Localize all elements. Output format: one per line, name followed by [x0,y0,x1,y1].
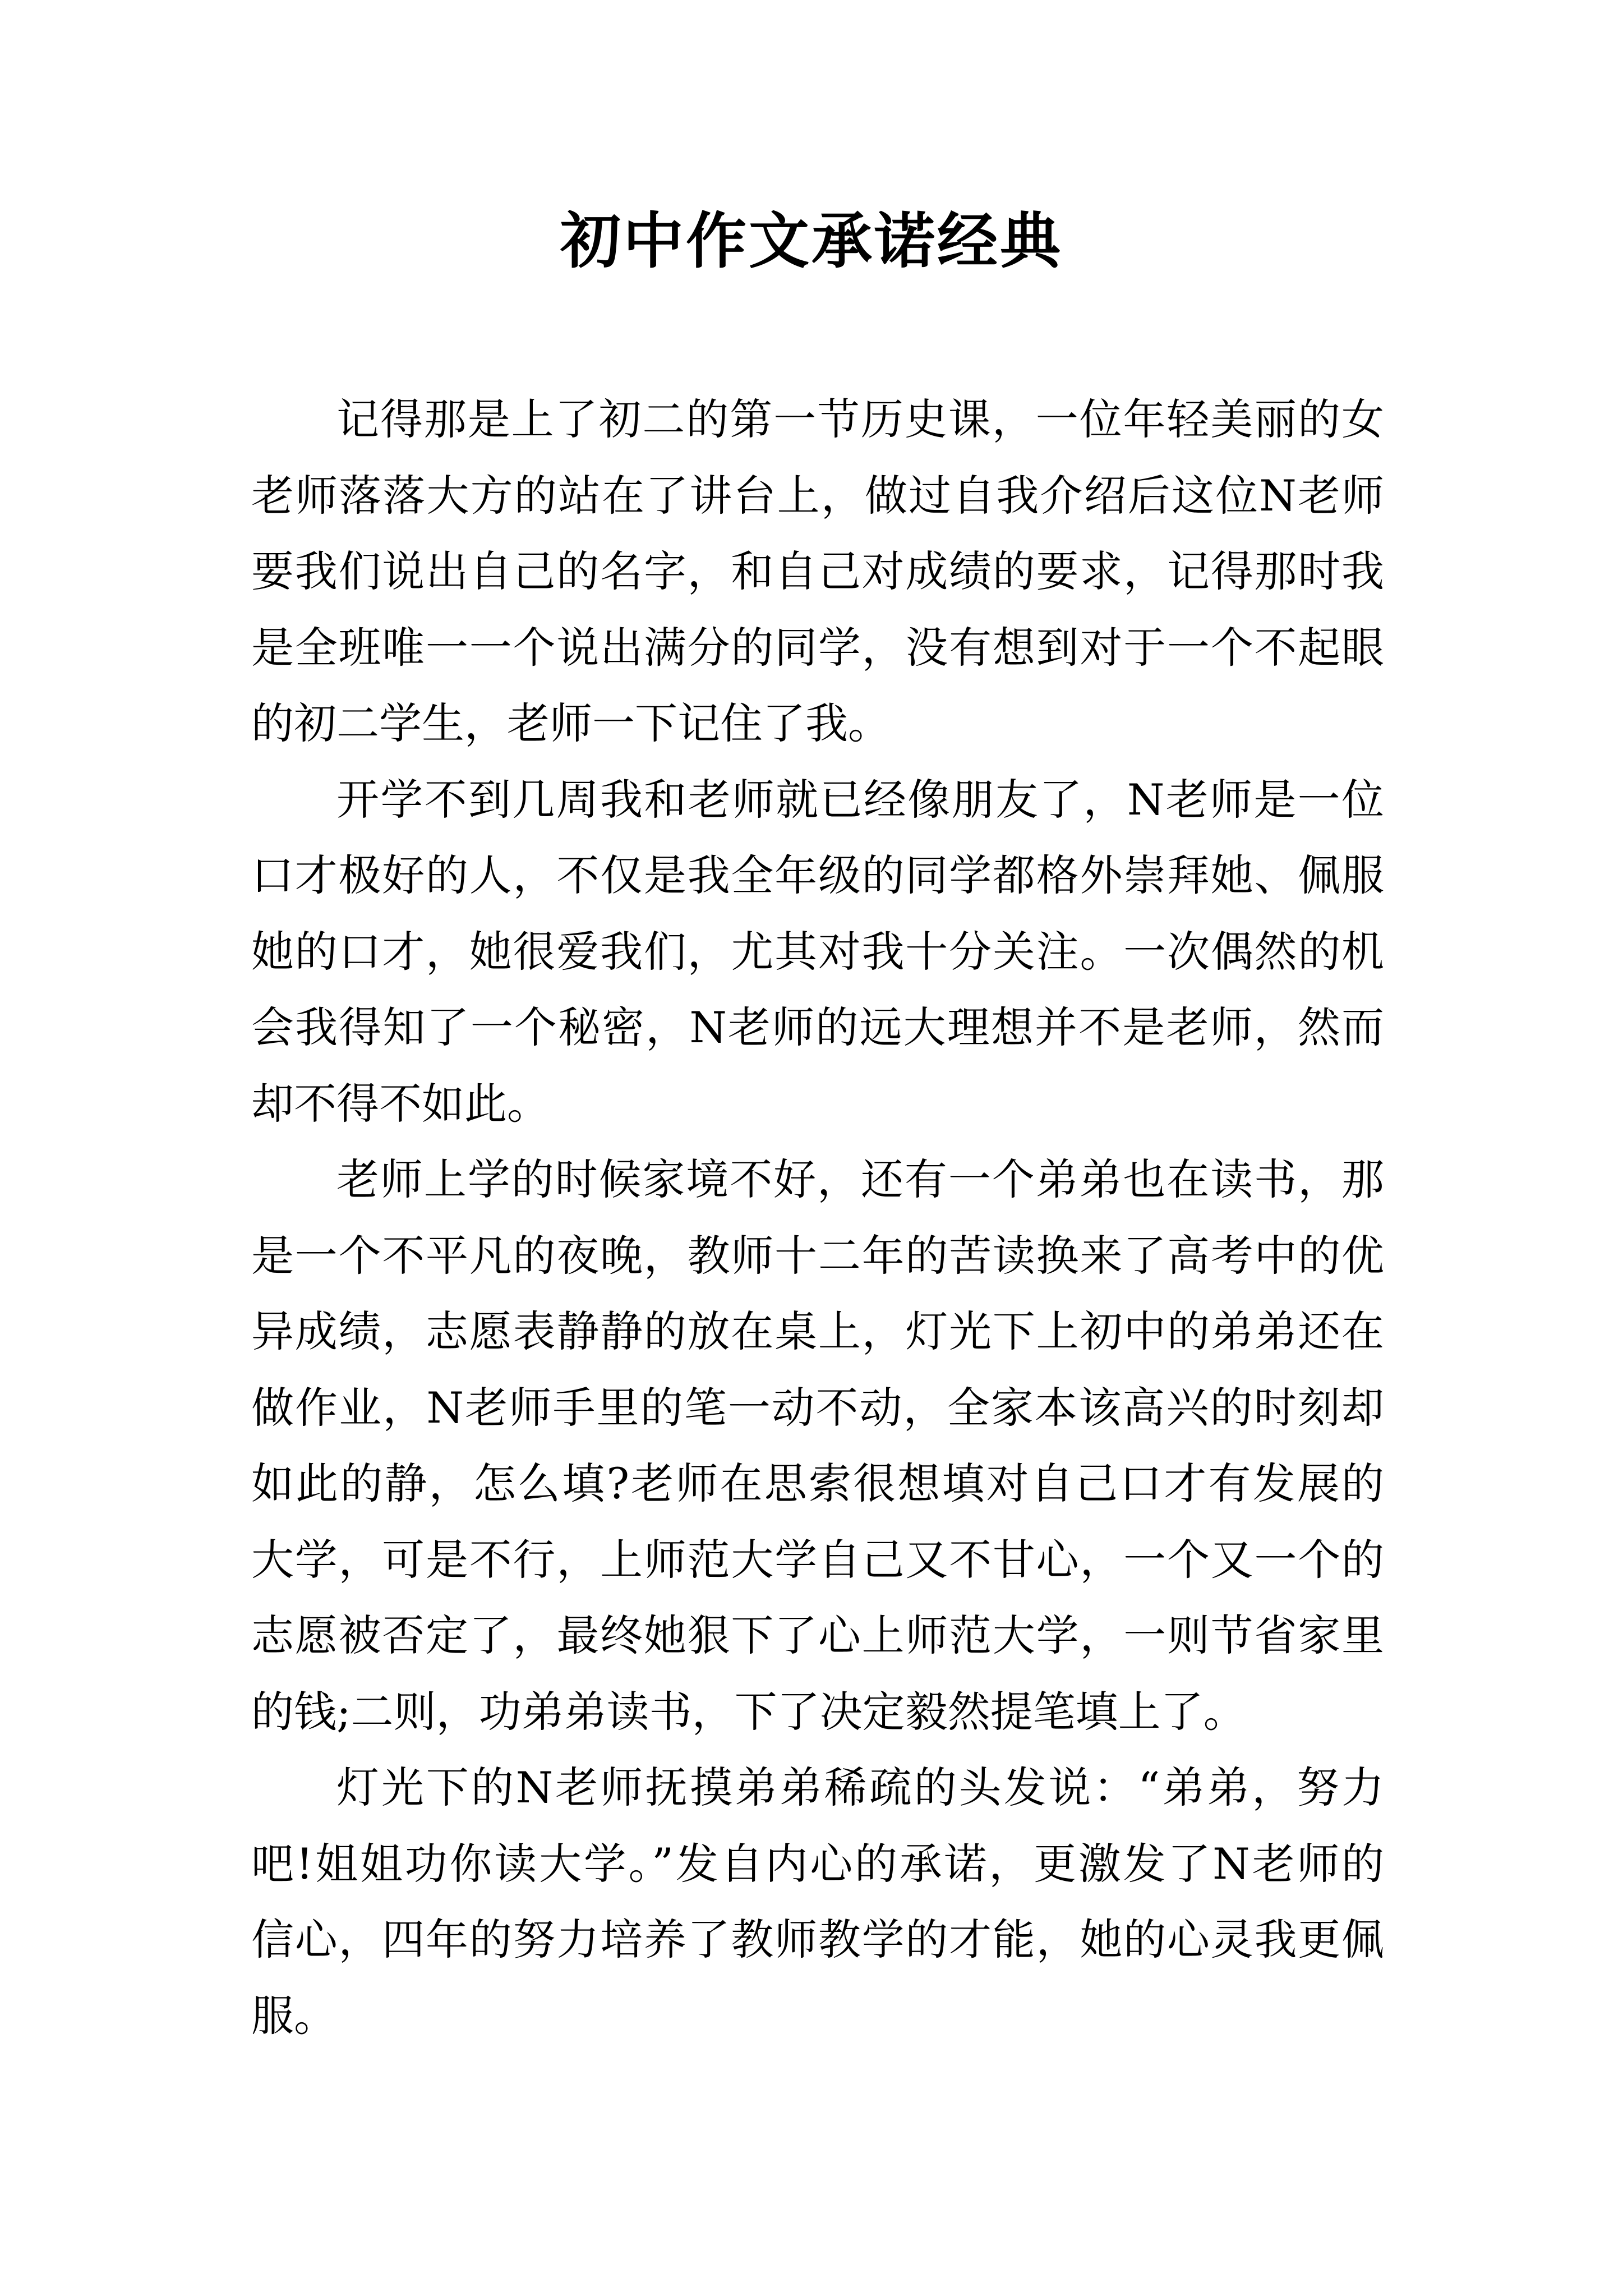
document-title: 初中作文承诺经典 [560,206,1063,277]
text-line: 记得那是上了初二的第一节历史课，一位年轻美丽的女 [336,394,1384,444]
text-line: 信心，四年的努力培养了教师教学的才能，她的心灵我更佩 [251,1915,1384,1964]
document-body [251,381,1384,2054]
text-line: 她的口才，她很爱我们，尤其对我十分关注。一次偶然的机 [251,926,1384,977]
text-line: 的初二学生，老师一下记住了我。 [251,698,891,748]
text-line: 大学，可是不行，上师范大学自己又不甘心，一个又一个的 [251,1534,1384,1585]
text-line: 是全班唯一一个说出满分的同学，没有想到对于一个不起眼 [251,622,1384,673]
text-line: 吧!姐姐功你读大学。”发自内心的承诺，更激发了N老师的 [251,1838,1384,1889]
text-line: 服。 [251,1990,336,2041]
text-line: 老师上学的时候家境不好，还有一个弟弟也在读书，那 [336,1154,1384,1204]
text-line: 开学不到几周我和老师就已经像朋友了，N老师是一位 [336,774,1384,825]
text-line: 如此的静，怎么填?老师在思索很想填对自己口才有发展的 [251,1458,1384,1508]
text-line: 却不得不如此。 [251,1078,550,1129]
text-line: 的钱;二则，功弟弟读书，下了决定毅然提笔填上了。 [251,1686,1246,1737]
text-line: 要我们说出自己的名字，和自己对成绩的要求，记得那时我 [251,546,1384,596]
text-line: 志愿被否定了，最终她狠下了心上师范大学，一则节省家里 [251,1611,1384,1660]
text-line: 异成绩，志愿表静静的放在桌上，灯光下上初中的弟弟还在 [251,1306,1384,1356]
text-line: 口才极好的人，不仅是我全年级的同学都格外崇拜她、佩服 [251,850,1384,900]
text-line: 是一个不平凡的夜晚，教师十二年的苦读换来了高考中的优 [251,1230,1384,1281]
text-line: 老师落落大方的站在了讲台上，做过自我介绍后这位N老师 [251,470,1384,521]
text-line: 灯光下的N老师抚摸弟弟稀疏的头发说：“弟弟，努力 [336,1763,1384,1812]
text-line: 会我得知了一个秘密，N老师的远大理想并不是老师，然而 [251,1002,1384,1052]
text-line: 做作业，N老师手里的笔一动不动，全家本该高兴的时刻却 [251,1382,1384,1433]
